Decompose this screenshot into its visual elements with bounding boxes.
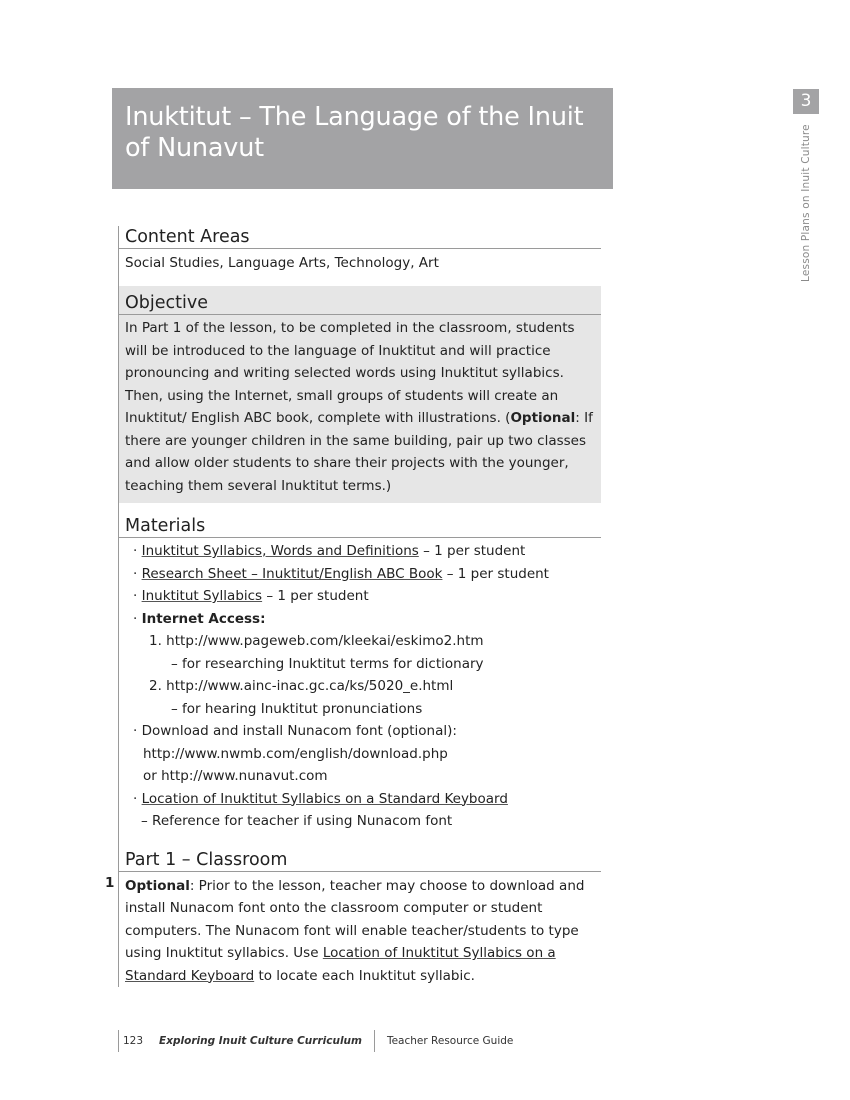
step-text-part: : Prior to the lesson, teacher may choose to download and install Nunacom font onto the classroom computer or student computers. The Nunacom font will enable teacher/students to type using Inuktitut syllabics. Use [125,877,585,961]
internet-url-1: 1. http://www.pageweb.com/kleekai/eskimo2.htm [149,633,484,649]
step-1 [105,872,601,988]
page-footer [118,1030,513,1052]
step-number: 1 [105,874,115,891]
list-item: · Inuktitut Syllabics, Words and Definitions – 1 per student [133,543,526,559]
internet-url-2: 2. http://www.ainc-inac.gc.ca/ks/5020_e.html [149,678,454,694]
objective-text [119,315,601,497]
font-url-2: or http://www.nunavut.com [143,768,328,784]
objective-optional-label: Optional [510,410,576,426]
list-item: · Internet Access: [133,610,266,627]
material-link[interactable]: Research Sheet – Inuktitut/English ABC Book [141,565,443,582]
internet-note-1: – for researching Inuktitut terms for dictionary [171,655,484,672]
material-link[interactable]: Inuktitut Syllabics [141,588,263,604]
objective-text-part: : If there are younger children in the same building, pair up two classes and allow older students to share their projects with the younger, teaching them several Inuktitut terms.) [125,410,593,494]
step-text-part: to locate each Inuktitut syllabic. [254,967,475,984]
part1-section [105,849,601,988]
keyboard-note: – Reference for teacher if using Nunacom font [141,813,453,829]
material-quantity: – 1 per student [418,543,526,559]
keyboard-link-inline[interactable]: Location of Inuktitut Syllabics on a Standard Keyboard [125,945,556,984]
internet-access-label: Internet Access: [141,610,266,627]
step-text [119,872,601,988]
step-optional-label: Optional [125,877,190,894]
objective-section [119,286,601,503]
material-quantity: – 1 per student [442,565,549,582]
content-areas-section [119,226,601,286]
list-item: · Research Sheet – Inuktitut/English ABC Book – 1 per student [133,565,549,582]
keyboard-link[interactable]: Location of Inuktitut Syllabics on a Standard Keyboard [141,790,508,807]
chapter-tab: 3 [793,89,819,114]
internet-note-2: – for hearing Inuktitut pronunciations [171,700,423,717]
part1-heading: Part 1 – Classroom [119,849,601,872]
content-areas-text: Social Studies, Language Arts, Technology, Art [125,255,439,271]
lesson-content [105,226,601,987]
footer-divider [374,1030,375,1052]
materials-section [119,515,601,833]
material-link[interactable]: Inuktitut Syllabics, Words and Definitions [141,543,419,559]
list-item: · Download and install Nunacom font (optional): [133,723,457,739]
material-quantity: – 1 per student [262,588,369,604]
book-title: Exploring Inuit Culture Curriculum [159,1035,362,1047]
content-areas-heading: Content Areas [119,226,601,249]
page-title: Inuktitut – The Language of the Inuit of Nunavut [125,102,584,163]
materials-heading: Materials [119,515,601,538]
objective-heading: Objective [119,292,601,315]
materials-list [119,538,601,833]
font-url-1: http://www.nwmb.com/english/download.php [143,745,448,762]
list-item: · Location of Inuktitut Syllabics on a Standard Keyboard [133,790,508,807]
list-item: · Inuktitut Syllabics – 1 per student [133,588,369,604]
guide-title: Teacher Resource Guide [386,1035,514,1047]
chapter-label: Lesson Plans on Inuit Culture [800,124,812,282]
objective-text-part: In Part 1 of the lesson, to be completed in the classroom, students will be introduced to the language of Inuktitut and will practice pronouncing and writing selected words using Inuktitut syllabics. Then, using the Internet, small groups of students will create an Inuktitut/ English ABC book, complete with illustrations. ( [125,320,575,426]
title-banner [112,88,613,189]
font-download-text: Download and install Nunacom font (optional): [141,723,457,739]
page-number: 123 [118,1030,149,1052]
